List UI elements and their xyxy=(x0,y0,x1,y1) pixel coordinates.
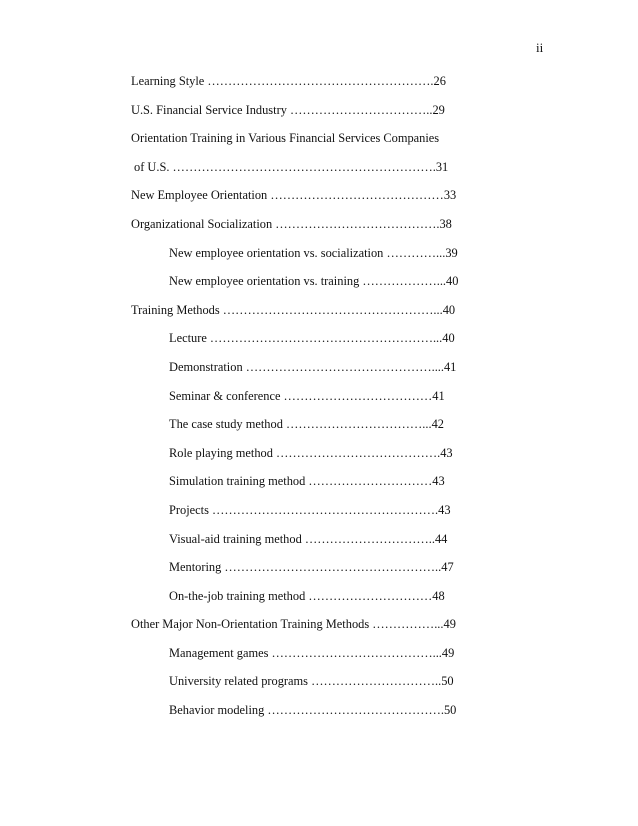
toc-subentry: Visual-aid training method …………………………..44 xyxy=(169,531,448,546)
toc-subentry: On-the-job training method …………………………48 xyxy=(169,588,445,603)
toc-subentry: Behavior modeling …………………………………….50 xyxy=(169,703,457,718)
toc-entry: New Employee Orientation ……………………………………33 xyxy=(131,188,457,203)
toc-subentry: Demonstration ………………………………………....41 xyxy=(169,359,457,374)
toc-subentry: New employee orientation vs. training ………………...40 xyxy=(169,274,459,289)
toc-entry: Orientation Training in Various Financial Services Companies xyxy=(131,131,440,146)
toc-subentry: Mentoring ……………………………………………..47 xyxy=(169,560,454,575)
toc-subentry: New employee orientation vs. socialization …………...39 xyxy=(169,245,458,260)
toc-subentry: University related programs …………………………..50 xyxy=(169,674,454,689)
toc-subentry: Role playing method ………………………………….43 xyxy=(169,445,453,460)
toc-entry: U.S. Financial Service Industry ……………………………..29 xyxy=(131,102,445,117)
toc-subentry: Simulation training method …………………………43 xyxy=(169,474,445,489)
toc-subentry: Management games …………………………………...49 xyxy=(169,645,455,660)
toc-entry: Training Methods ……………………………………………...40 xyxy=(131,302,456,317)
toc-subentry: Lecture ………………………………………………...40 xyxy=(169,331,455,346)
toc-subentry: Projects ……………………………………………….43 xyxy=(169,502,451,517)
toc-entry: Other Major Non-Orientation Training Methods ……………...49 xyxy=(131,617,456,632)
toc-entry: Organizational Socialization ………………………………….38 xyxy=(131,216,452,231)
toc-entry: of U.S. ……………………………………………………….31 xyxy=(134,159,449,174)
toc-subentry: The case study method ……………………………...42 xyxy=(169,417,444,432)
table-of-contents xyxy=(131,74,471,732)
page-number: ii xyxy=(536,40,544,55)
toc-subentry: Seminar & conference ………………………………41 xyxy=(169,388,445,403)
toc-entry: Learning Style ……………………………………………….26 xyxy=(131,74,446,88)
